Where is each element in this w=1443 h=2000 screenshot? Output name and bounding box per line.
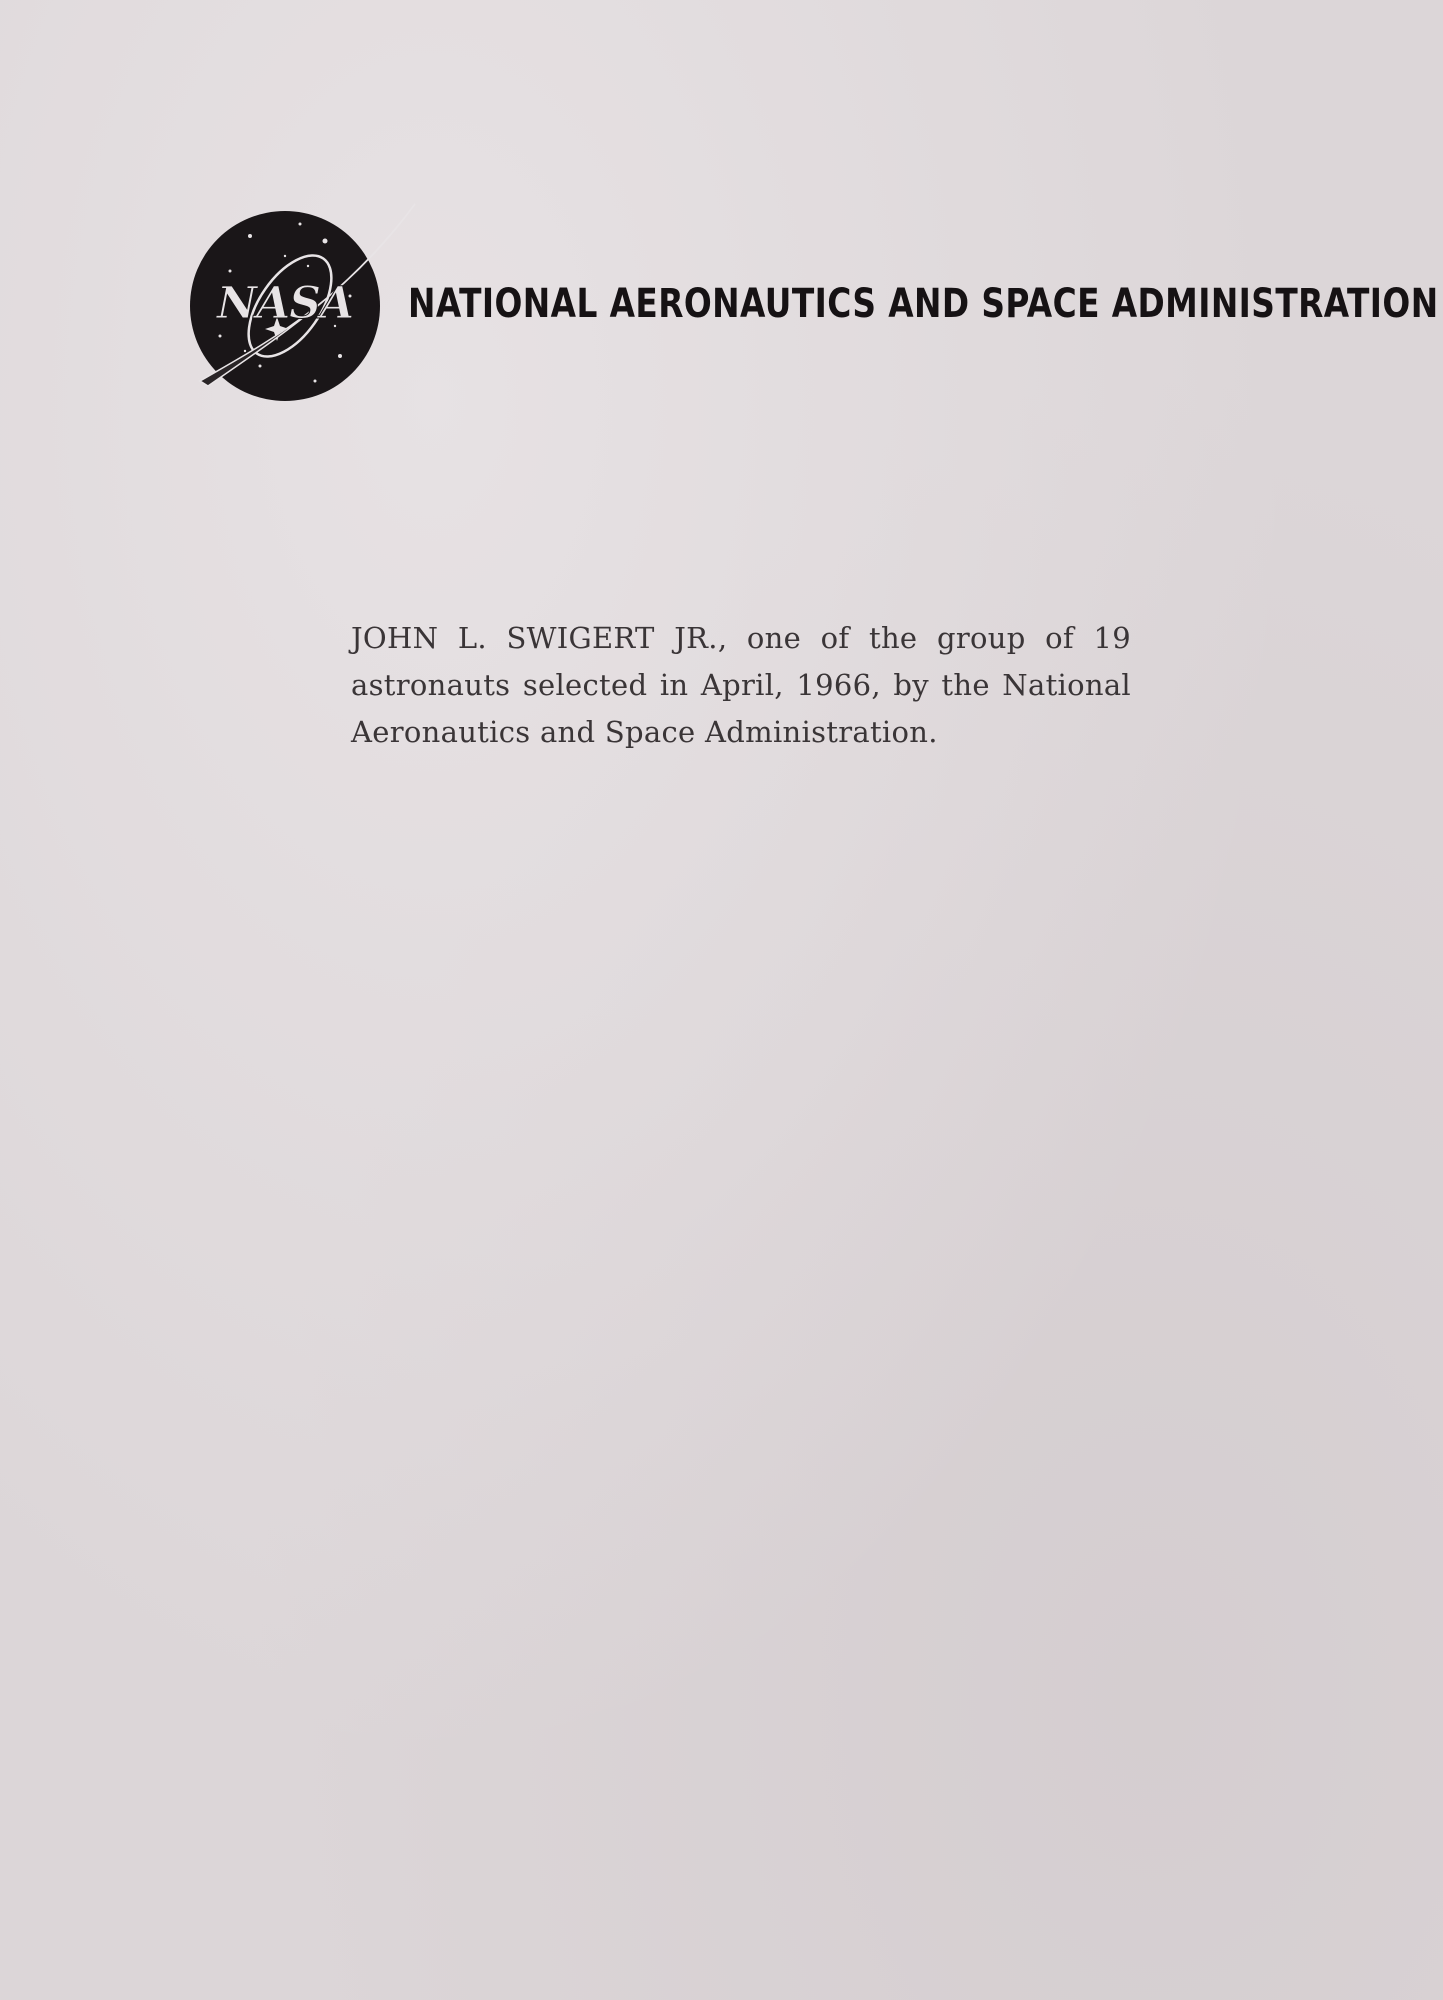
nasa-meatball-logo-icon	[190, 196, 420, 416]
letterhead	[190, 196, 1439, 416]
agency-name: NATIONAL AERONAUTICS AND SPACE ADMINISTRATION	[408, 281, 1439, 327]
photo-caption: JOHN L. SWIGERT JR., one of the group of 19 astronauts selected in April, 1966, by the National Aeronautics and Space Administration.	[351, 621, 1131, 749]
nasa-logo-lettering: NASA	[216, 278, 354, 329]
